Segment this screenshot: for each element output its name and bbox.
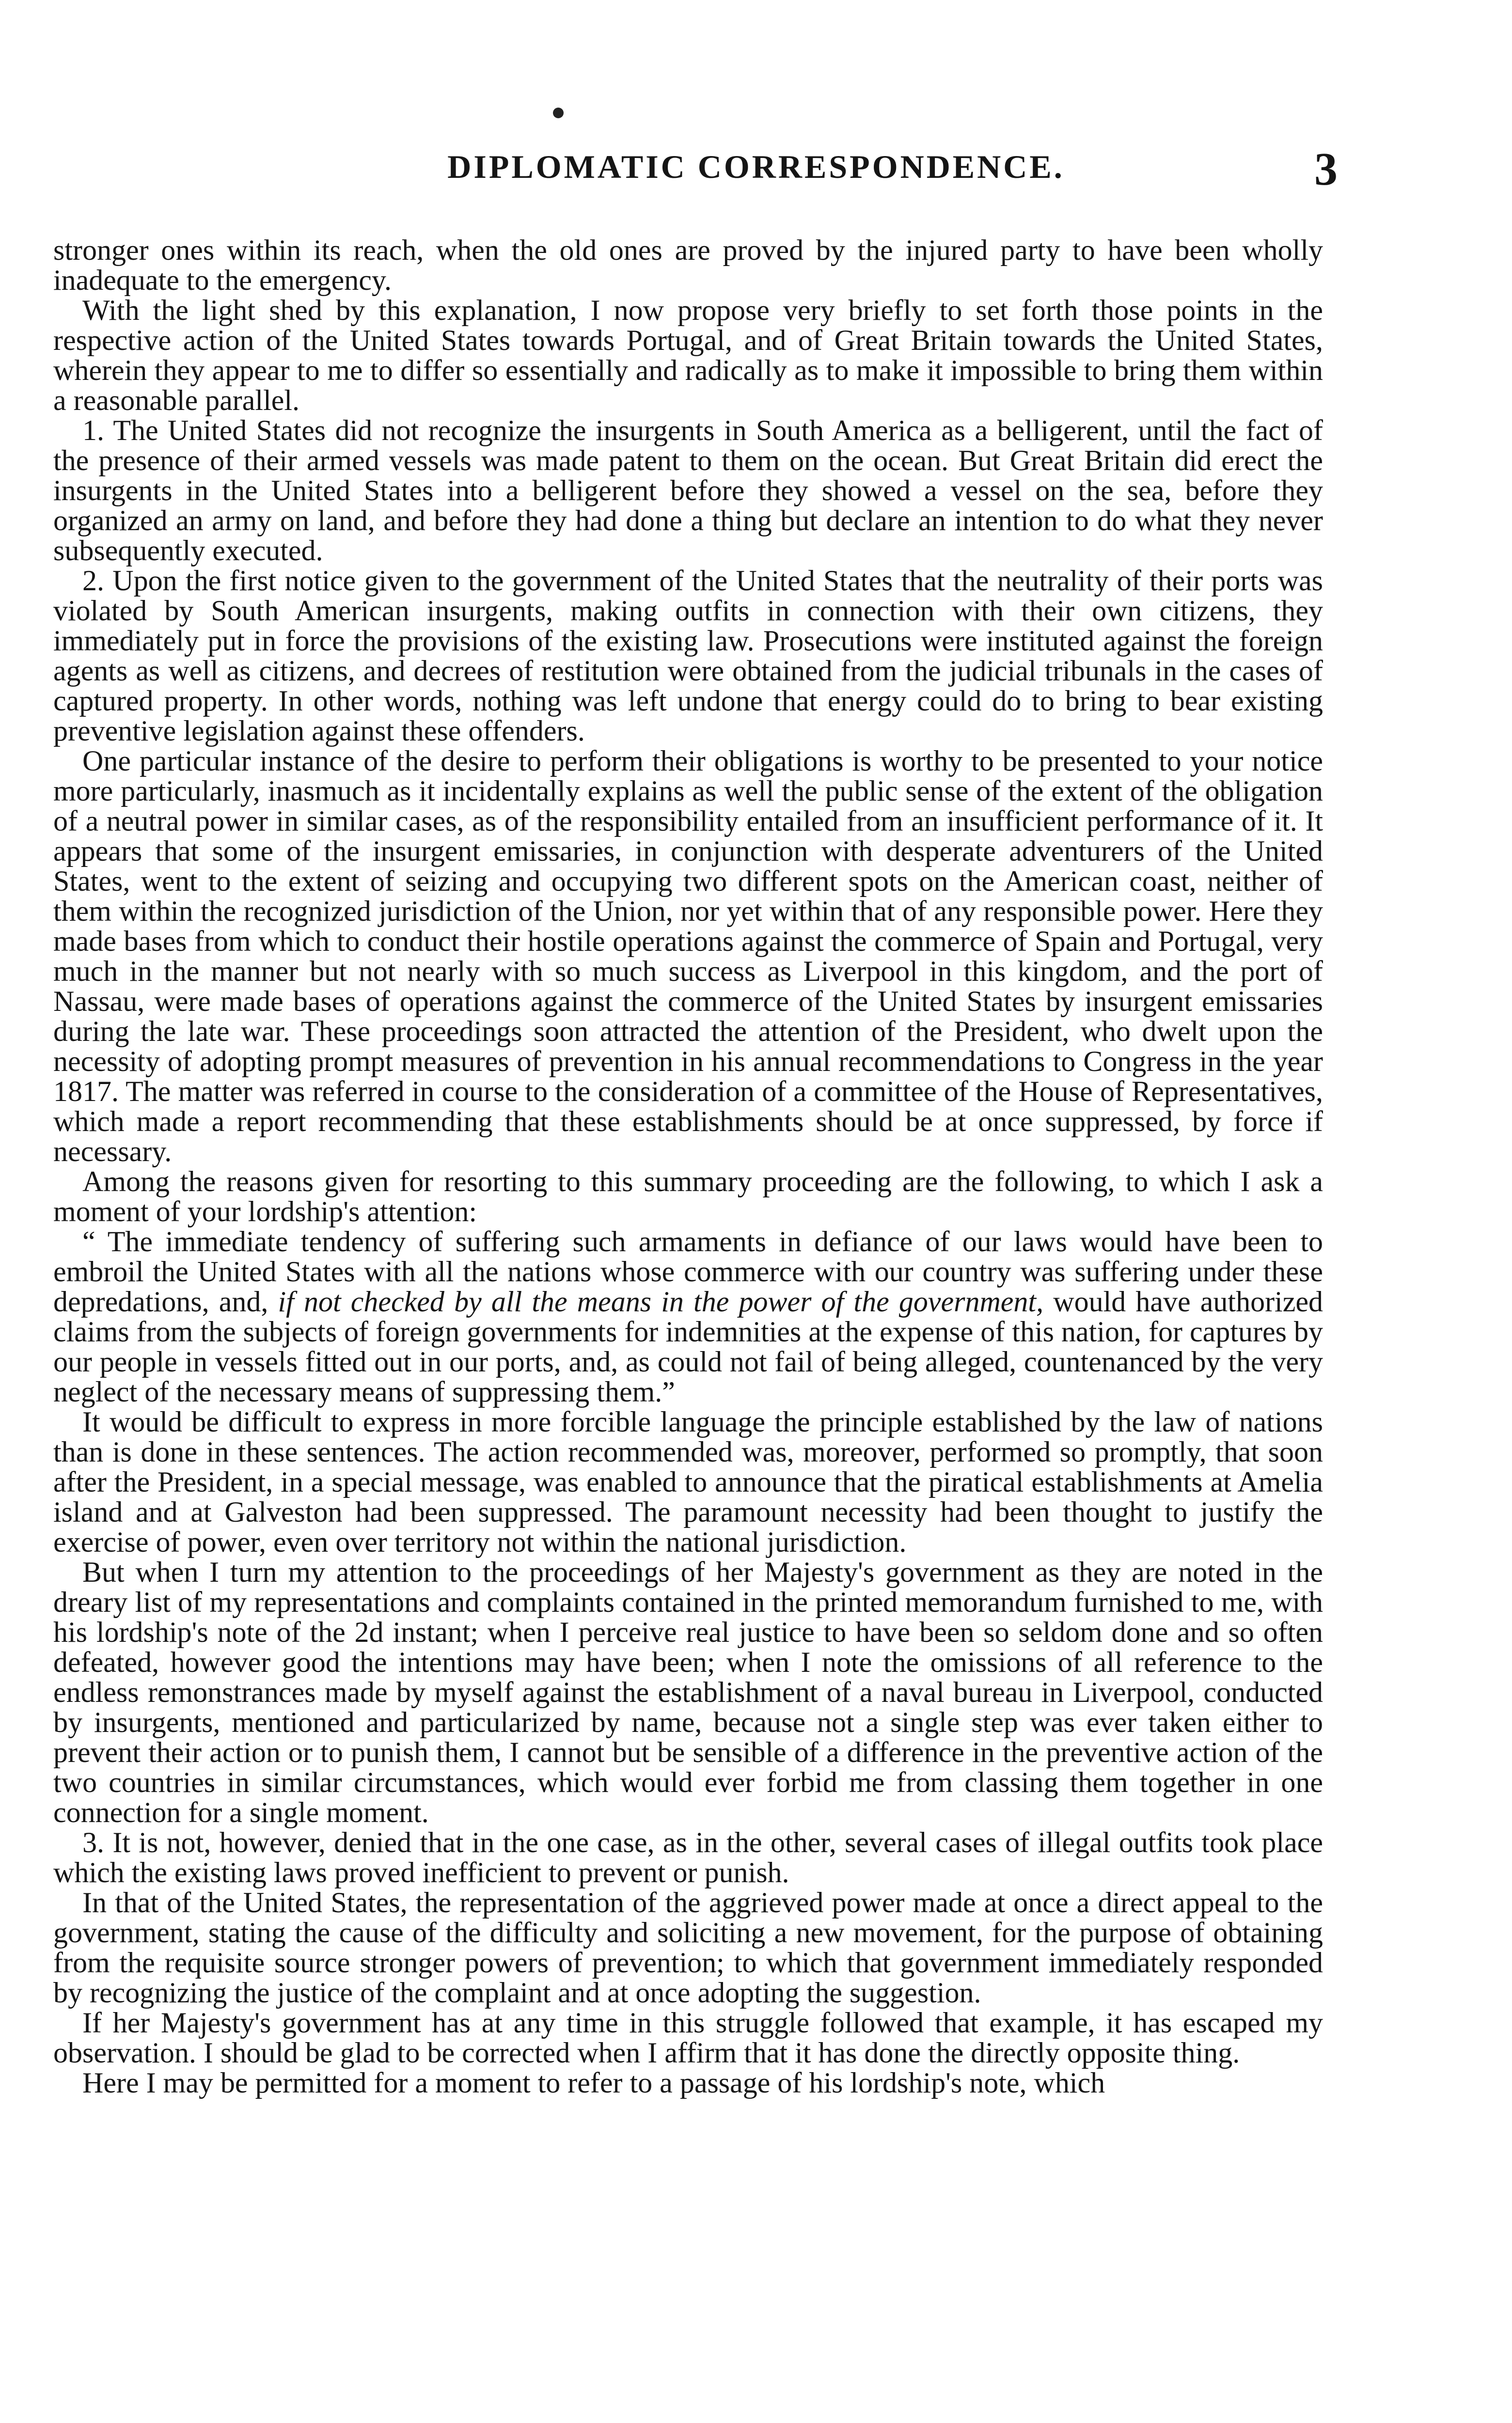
paragraph-example: If her Majesty's government has at any time in this struggle followed that example, it has escaped my observation. I should be glad to be corrected when I affirm that it has done the directly opposite thing. xyxy=(53,2007,1323,2069)
paragraph-point-3: 3. It is not, however, denied that in the one case, as in the other, several cases of illegal outfits took place which the existing laws proved inefficient to prevent or punish. xyxy=(53,1826,1323,1888)
paragraph-final: Here I may be permitted for a moment to refer to a passage of his lordship's note, which xyxy=(82,2067,1105,2099)
paragraph-instance: One particular instance of the desire to perform their obligations is worthy to be presented to your notice more particularly, inasmuch as it incidentally explains as well the public sense of the extent of the obligation of a neutral power in similar cases, as of the responsibility entailed from an insufficient performance of it. It appears that some of the insurgent emissaries, in conjunction with desperate adventurers of the United States, went to the extent of seizing and occupying two different spots on the American coast, neither of them within the recognized jurisdiction of the Union, nor yet within that of any responsible power. Here they made bases from which to conduct their hostile operations against the commerce of Spain and Portugal, very much in the manner but not nearly with so much success as Liverpool in this kingdom, and the port of Nassau, were made bases of operations against the commerce of the United States by insurgent emissaries during the late war. These proceedings soon attracted the attention of the President, who dwelt upon the necessity of adopting prompt measures of prevention in his annual recommendations to Congress in the year 1817. The matter was referred in course to the consideration of a committee of the House of Representatives, which made a report recommending that these establishments should be at once suppressed, by force if necessary. xyxy=(53,745,1323,1167)
paragraph-majesty-government: But when I turn my attention to the proceedings of her Majesty's government as they are noted in the dreary list of my representations and complaints contained in the printed memorandum furnished to me, with his lordship's note of the 2d instant; when I perceive real justice to have been so seldom done and so often defeated, however good the intentions may have been; when I note the omissions of all reference to the endless remonstrances made by myself against the establishment of a naval bureau in Liverpool, conducted by insurgents, mentioned and particularized by name, because not a single step was ever taken either to prevent their action or to punish them, I cannot but be sensible of a difference in the preventive action of the two countries in similar circumstances, which would ever forbid me from classing them together in one connection for a single moment. xyxy=(53,1556,1323,1828)
quotation-text-end: would have authorized claims from the subjects of foreign governments for indemnities at the expense of this nation, for captures by our people in vessels fitted out in our ports, and, as could not fail of being alleged, countenanced by the very neglect of the necessary means of suppressing them.” xyxy=(53,1286,1323,1408)
paragraph-law-of-nations: It would be difficult to express in more forcible language the principle established by the law of nations than is done in these sentences. The action recommended was, moreover, performed so promptly, that soon after the President, in a special message, was enabled to announce that the piratical establishments at Amelia island and at Galveston had been suppressed. The paramount necessity had been thought to justify the exercise of power, even over territory not within the national jurisdiction. xyxy=(53,1406,1323,1558)
paragraph-explanation: With the light shed by this explanation, I now propose very briefly to set forth those points in the respective action of the United States towards Portugal, and of Great Britain towards the United States, wherein they appear to me to differ so essentially and radically as to make it impossible to bring them within a reasonable parallel. xyxy=(53,294,1323,416)
print-mark xyxy=(553,108,564,118)
page-number: 3 xyxy=(1314,143,1338,195)
body-text xyxy=(53,235,1323,2098)
page-header xyxy=(0,138,1512,206)
paragraph-reasons: Among the reasons given for resorting to this summary proceeding are the following, to which I ask a moment of your lordship's attention: xyxy=(53,1165,1323,1227)
paragraph-continuation: stronger ones within its reach, when the old ones are proved by the injured party to have been wholly inadequate to the emergency. xyxy=(53,234,1323,296)
quotation-italic: if not checked by all the means in the power of the government, xyxy=(278,1286,1044,1318)
paragraph-point-2: 2. Upon the first notice given to the government of the United States that the neutrality of their ports was violated by South American insurgents, making outfits in connection with their own citizens, they immediately put in force the provisions of the existing law. Prosecutions were instituted against the foreign agents as well as citizens, and decrees of restitution were obtained from the judicial tribunals in the cases of captured property. In other words, nothing was left undone that energy could do to bring to bear existing preventive legislation against these offenders. xyxy=(53,565,1323,747)
paragraph-united-states-case: In that of the United States, the representation of the aggrieved power made at once a direct appeal to the government, stating the cause of the difficulty and soliciting a new movement, for the purpose of obtaining from the requisite source stronger powers of prevention; to which that government immediately responded by recognizing the justice of the complaint and at once adopting the suggestion. xyxy=(53,1887,1323,2009)
quotation-text-start: “ The immediate tendency of suffering such armaments in defiance of our laws would have been to embroil the United States with all the nations whose commerce with our country was suffering under these depredations, and, xyxy=(53,1226,1323,1318)
paragraph-point-1: 1. The United States did not recognize the insurgents in South America as a belligerent, until the fact of the presence of their armed vessels was made patent to them on the ocean. But Great Britain did erect the insurgents in the United States into a belligerent before they showed a vessel on the sea, before they organized an army on land, and before they had done a thing but declare an intention to do what they never subsequently executed. xyxy=(53,414,1323,566)
paragraph-quotation xyxy=(53,1227,1323,1407)
running-head: DIPLOMATIC CORRESPONDENCE. xyxy=(447,148,1065,185)
